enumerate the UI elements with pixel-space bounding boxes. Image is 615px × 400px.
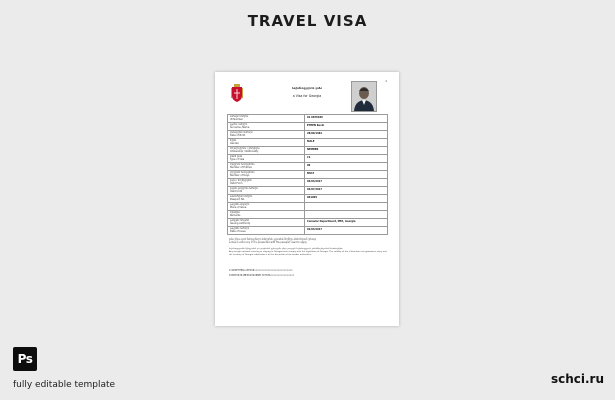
visa-field-label xyxy=(228,211,305,219)
visa-field-label-georgian: გამცემი ორგანო xyxy=(230,218,250,222)
brand-watermark: schci.ru xyxy=(550,372,604,386)
visa-field-label xyxy=(228,219,305,227)
visa-field-label-georgian: პირადი ნომერი xyxy=(230,114,249,118)
visa-field-label-english: Number of Days xyxy=(230,173,250,177)
visa-field-row xyxy=(228,171,388,179)
visa-field-label xyxy=(228,179,305,187)
visa-field-label xyxy=(228,195,305,203)
visa-field-value: ETHEN Kevin xyxy=(305,123,388,131)
visa-field-label-english: Gender xyxy=(230,141,239,145)
visa-field-label-english: ID Number xyxy=(230,117,243,121)
visa-document xyxy=(215,72,399,326)
visa-field-row xyxy=(228,187,388,195)
visa-field-label-english: Type of Visa xyxy=(230,157,245,161)
visa-field-value: NEMBER xyxy=(305,147,388,155)
visa-field-value: Consular Department, MFA, Georgia xyxy=(305,219,388,227)
validity-note xyxy=(229,238,387,244)
visa-field-label-georgian: სქესი xyxy=(230,138,237,142)
visa-field-row xyxy=(228,131,388,139)
visa-field-label-english: Surname, Name xyxy=(230,125,250,129)
visa-field-label-english: Citizenship / Nationality xyxy=(230,149,259,153)
visa-field-label-georgian: გვარი, სახელი xyxy=(230,122,248,126)
visa-field-label-english: Passport No. xyxy=(230,197,245,201)
visa-field-value xyxy=(305,203,388,211)
visa-field-label-georgian: გაცემის ადგილი xyxy=(230,202,250,206)
legal-note-georgian: საქართველოში შესვლისას და ყოფნისას უცხოელმა უნდა დაიცვას საქართველოს კანონმდებლობის მოთხოვნები xyxy=(229,248,343,250)
visa-field-row xyxy=(228,227,388,235)
visa-field-value: MULT xyxy=(305,171,388,179)
page-number: 1 xyxy=(385,79,387,83)
visa-field-row xyxy=(228,155,388,163)
visa-field-row xyxy=(228,115,388,123)
validity-note-english: e-Visa is valid only if it is presented with the passport used to apply xyxy=(229,241,307,244)
visa-field-value: 061905 xyxy=(305,195,388,203)
visa-field-label-english: Valid Until xyxy=(230,189,243,193)
visa-field-label-georgian: დაბადების თარიღი xyxy=(230,130,253,134)
validity-note-georgian: ვიზა უნდა იყოს წარდგენილი საზღვრის კვეთისას მოქმედ პასპორტთან ერთად xyxy=(229,238,317,241)
visa-field-label-georgian: შენიშვნა xyxy=(230,210,240,214)
visa-field-value: C1 xyxy=(305,155,388,163)
visa-field-label xyxy=(228,139,305,147)
visa-field-label xyxy=(228,123,305,131)
visa-field-value: 01 0876636 xyxy=(305,115,388,123)
person-portrait-icon xyxy=(352,82,376,111)
visa-field-label xyxy=(228,131,305,139)
visa-field-label-georgian: ვიზის ტიპი xyxy=(230,154,243,158)
visa-field-value: 03/07/2017 xyxy=(305,187,388,195)
visa-field-row xyxy=(228,179,388,187)
header-subtitle: a Visa for Georgia xyxy=(292,94,322,98)
visa-field-value: 01/03/2017 xyxy=(305,227,388,235)
visa-field-value: 28/09/1981 xyxy=(305,131,388,139)
visa-fields-table xyxy=(227,114,388,235)
visa-field-row xyxy=(228,211,388,219)
holder-photo xyxy=(351,81,377,112)
visa-field-label-english: Remarks xyxy=(230,213,241,217)
visa-field-label-english: Date of Issue xyxy=(230,229,246,233)
visa-field-row xyxy=(228,139,388,147)
visa-field-row xyxy=(228,219,388,227)
visa-field-label-english: Number of Entries xyxy=(230,165,252,169)
photoshop-icon: Ps xyxy=(13,347,37,371)
visa-field-label-georgian: პასპორტის ნომერი xyxy=(230,194,253,198)
visa-field-label-georgian: მოქალაქეობა / ეროვნება xyxy=(230,146,260,150)
visa-field-label xyxy=(228,115,305,123)
visa-field-label xyxy=(228,155,305,163)
mrz-line-2: 0108766361MEX8109286M1707036<<<<<<<<<<<<<<<< xyxy=(229,274,295,277)
visa-field-row xyxy=(228,195,388,203)
visa-field-row xyxy=(228,123,388,131)
mrz-line-1: V<GEOETHEN<<KEVIN<<<<<<<<<<<<<<<<<<<<<<<<<< xyxy=(229,269,293,272)
visa-field-label xyxy=(228,187,305,195)
visa-field-label xyxy=(228,147,305,155)
visa-field-label-english: Place of Issue xyxy=(230,205,247,209)
visa-field-label xyxy=(228,163,305,171)
visa-field-row xyxy=(228,163,388,171)
visa-field-label xyxy=(228,227,305,235)
visa-field-label xyxy=(228,171,305,179)
visa-field-label-georgian: დღეების რაოდენობა xyxy=(230,170,255,174)
visa-field-value: 03/04/2017 xyxy=(305,179,388,187)
tagline: fully editable template xyxy=(13,380,116,390)
header-georgian: საქართველოს ვიზა xyxy=(291,86,323,90)
visa-field-label-georgian: გაცემის თარიღი xyxy=(230,226,250,230)
legal-note xyxy=(229,248,387,256)
visa-field-label-english: Valid From xyxy=(230,181,243,185)
visa-field-value: 06 xyxy=(305,163,388,171)
visa-field-label-english: Issuing Authority xyxy=(230,221,251,225)
visa-field-value: MALE xyxy=(305,139,388,147)
legal-note-english: Any foreign national entering or staying in Georgia must comply with the legislation of Georgia. The validity of the e-Visa does not guarantee entry into the territory of Georgia; admission is at the discretion of the border authorities. xyxy=(229,250,387,256)
visa-field-row xyxy=(228,147,388,155)
page-title: TRAVEL VISA xyxy=(247,12,368,30)
visa-field-label-georgian: ვადის გასვლის თარიღი xyxy=(230,186,258,190)
visa-field-value xyxy=(305,211,388,219)
visa-field-row xyxy=(228,203,388,211)
visa-field-label-english: Date of Birth xyxy=(230,133,246,137)
visa-field-label xyxy=(228,203,305,211)
visa-field-label-georgian: ვადა / მოქმედების xyxy=(230,178,252,182)
visa-field-label-georgian: შესვლის რაოდენობა xyxy=(230,162,255,166)
